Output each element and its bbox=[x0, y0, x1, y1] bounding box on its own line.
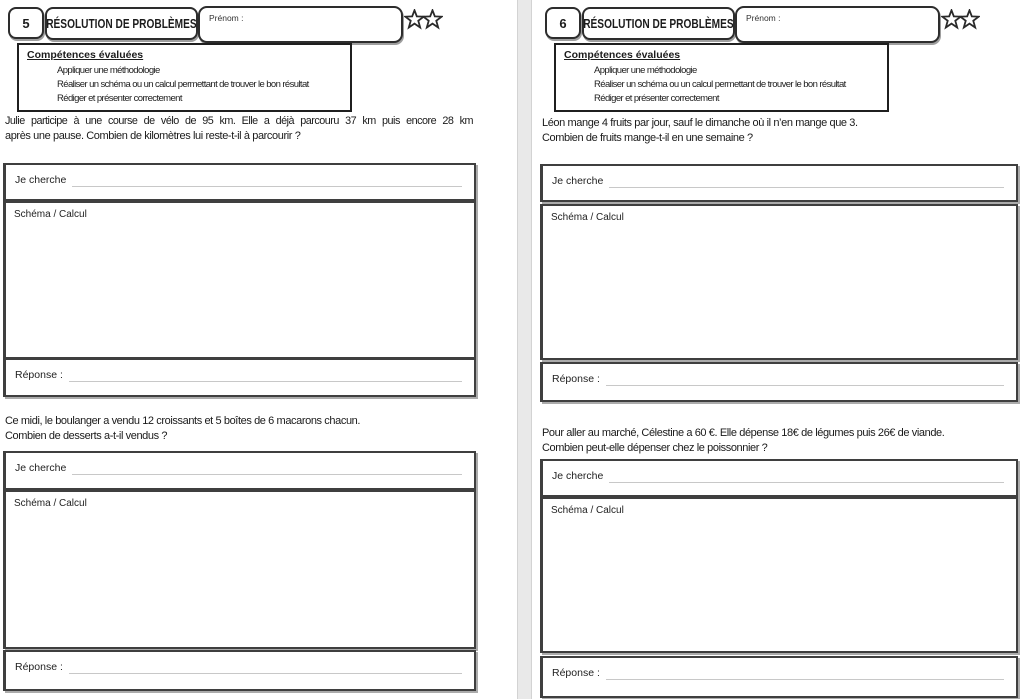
je-cherche-label: Je cherche bbox=[552, 175, 604, 187]
reponse-label: Réponse : bbox=[15, 369, 63, 381]
reponse-box[interactable] bbox=[540, 656, 1018, 698]
je-cherche-box[interactable] bbox=[540, 164, 1018, 202]
problem-statement-line: Combien de fruits mange-t-il en une semaine ? bbox=[542, 132, 753, 144]
competence-item: Réaliser un schéma ou un calcul permettant de trouver le bon résultat bbox=[594, 79, 846, 90]
reponse-box[interactable] bbox=[3, 358, 476, 397]
reponse-label: Réponse : bbox=[552, 373, 600, 385]
reponse-box[interactable] bbox=[540, 362, 1018, 402]
schema-calcul-box[interactable] bbox=[3, 490, 476, 649]
schema-calcul-label: Schéma / Calcul bbox=[551, 212, 624, 223]
worksheet-title-badge bbox=[582, 7, 735, 40]
worksheet-title-badge bbox=[45, 7, 198, 40]
schema-calcul-box[interactable] bbox=[540, 497, 1018, 653]
page-number-badge: 6 bbox=[545, 7, 581, 39]
schema-calcul-label: Schéma / Calcul bbox=[551, 505, 624, 516]
problem-statement bbox=[542, 426, 1013, 456]
schema-calcul-label: Schéma / Calcul bbox=[14, 209, 87, 220]
je-cherche-box[interactable] bbox=[540, 459, 1018, 497]
write-line[interactable] bbox=[69, 369, 462, 382]
write-line[interactable] bbox=[609, 175, 1004, 188]
problem-statement bbox=[542, 116, 1013, 146]
name-field[interactable] bbox=[735, 6, 940, 43]
schema-calcul-box[interactable] bbox=[540, 204, 1018, 360]
page-number-badge: 5 bbox=[8, 7, 44, 39]
competences-box bbox=[17, 43, 352, 112]
competences-box bbox=[554, 43, 889, 112]
je-cherche-label: Je cherche bbox=[15, 462, 67, 474]
rating-stars bbox=[941, 9, 977, 30]
competence-item: Réaliser un schéma ou un calcul permettant de trouver le bon résultat bbox=[57, 79, 309, 90]
problem-statement-line: Combien peut-elle dépenser chez le poissonnier ? bbox=[542, 442, 768, 454]
write-line[interactable] bbox=[606, 373, 1004, 386]
worksheet-title: RÉSOLUTION DE PROBLÈMES bbox=[46, 16, 197, 31]
problem-statement-line: Léon mange 4 fruits par jour, sauf le dimanche où il n’en mange que 3. bbox=[542, 117, 858, 129]
worksheet-page-6 bbox=[537, 0, 1024, 699]
worksheet-title: RÉSOLUTION DE PROBLÈMES bbox=[583, 16, 734, 31]
competence-item: Appliquer une méthodologie bbox=[57, 65, 160, 76]
write-line[interactable] bbox=[609, 470, 1004, 483]
je-cherche-label: Je cherche bbox=[552, 470, 604, 482]
rating-stars bbox=[404, 9, 440, 30]
write-line[interactable] bbox=[606, 667, 1004, 680]
je-cherche-label: Je cherche bbox=[15, 174, 67, 186]
je-cherche-box[interactable] bbox=[3, 451, 476, 490]
competence-item: Rédiger et présenter correctement bbox=[57, 93, 182, 104]
competence-item: Rédiger et présenter correctement bbox=[594, 93, 719, 104]
problem-statement bbox=[5, 414, 473, 444]
page-divider bbox=[517, 0, 532, 699]
write-line[interactable] bbox=[72, 174, 462, 187]
competences-title: Compétences évaluées bbox=[564, 49, 681, 61]
reponse-label: Réponse : bbox=[552, 667, 600, 679]
problem-statement-line: Julie participe à une course de vélo de 95 km. Elle a déjà parcouru 37 km puis encore 28 km bbox=[5, 115, 473, 127]
reponse-label: Réponse : bbox=[15, 661, 63, 673]
reponse-box[interactable] bbox=[3, 650, 476, 691]
problem-statement-line: Pour aller au marché, Célestine a 60 €. Elle dépense 18€ de légumes puis 26€ de viande. bbox=[542, 427, 945, 439]
schema-calcul-box[interactable] bbox=[3, 201, 476, 359]
name-field-label: Prénom : bbox=[209, 13, 244, 23]
problem-statement-line: Ce midi, le boulanger a vendu 12 croissants et 5 boîtes de 6 macarons chacun. bbox=[5, 415, 361, 427]
je-cherche-box[interactable] bbox=[3, 163, 476, 201]
name-field-label: Prénom : bbox=[746, 13, 781, 23]
problem-statement-line: Combien de desserts a-t-il vendus ? bbox=[5, 430, 168, 442]
write-line[interactable] bbox=[69, 661, 462, 674]
competence-item: Appliquer une méthodologie bbox=[594, 65, 697, 76]
problem-statement-line: après une pause. Combien de kilomètres lui reste-t-il à parcourir ? bbox=[5, 130, 301, 142]
problem-statement bbox=[5, 114, 473, 144]
write-line[interactable] bbox=[72, 462, 462, 475]
star-icon bbox=[422, 9, 443, 30]
schema-calcul-label: Schéma / Calcul bbox=[14, 498, 87, 509]
competences-title: Compétences évaluées bbox=[27, 49, 144, 61]
star-icon bbox=[959, 9, 980, 30]
name-field[interactable] bbox=[198, 6, 403, 43]
